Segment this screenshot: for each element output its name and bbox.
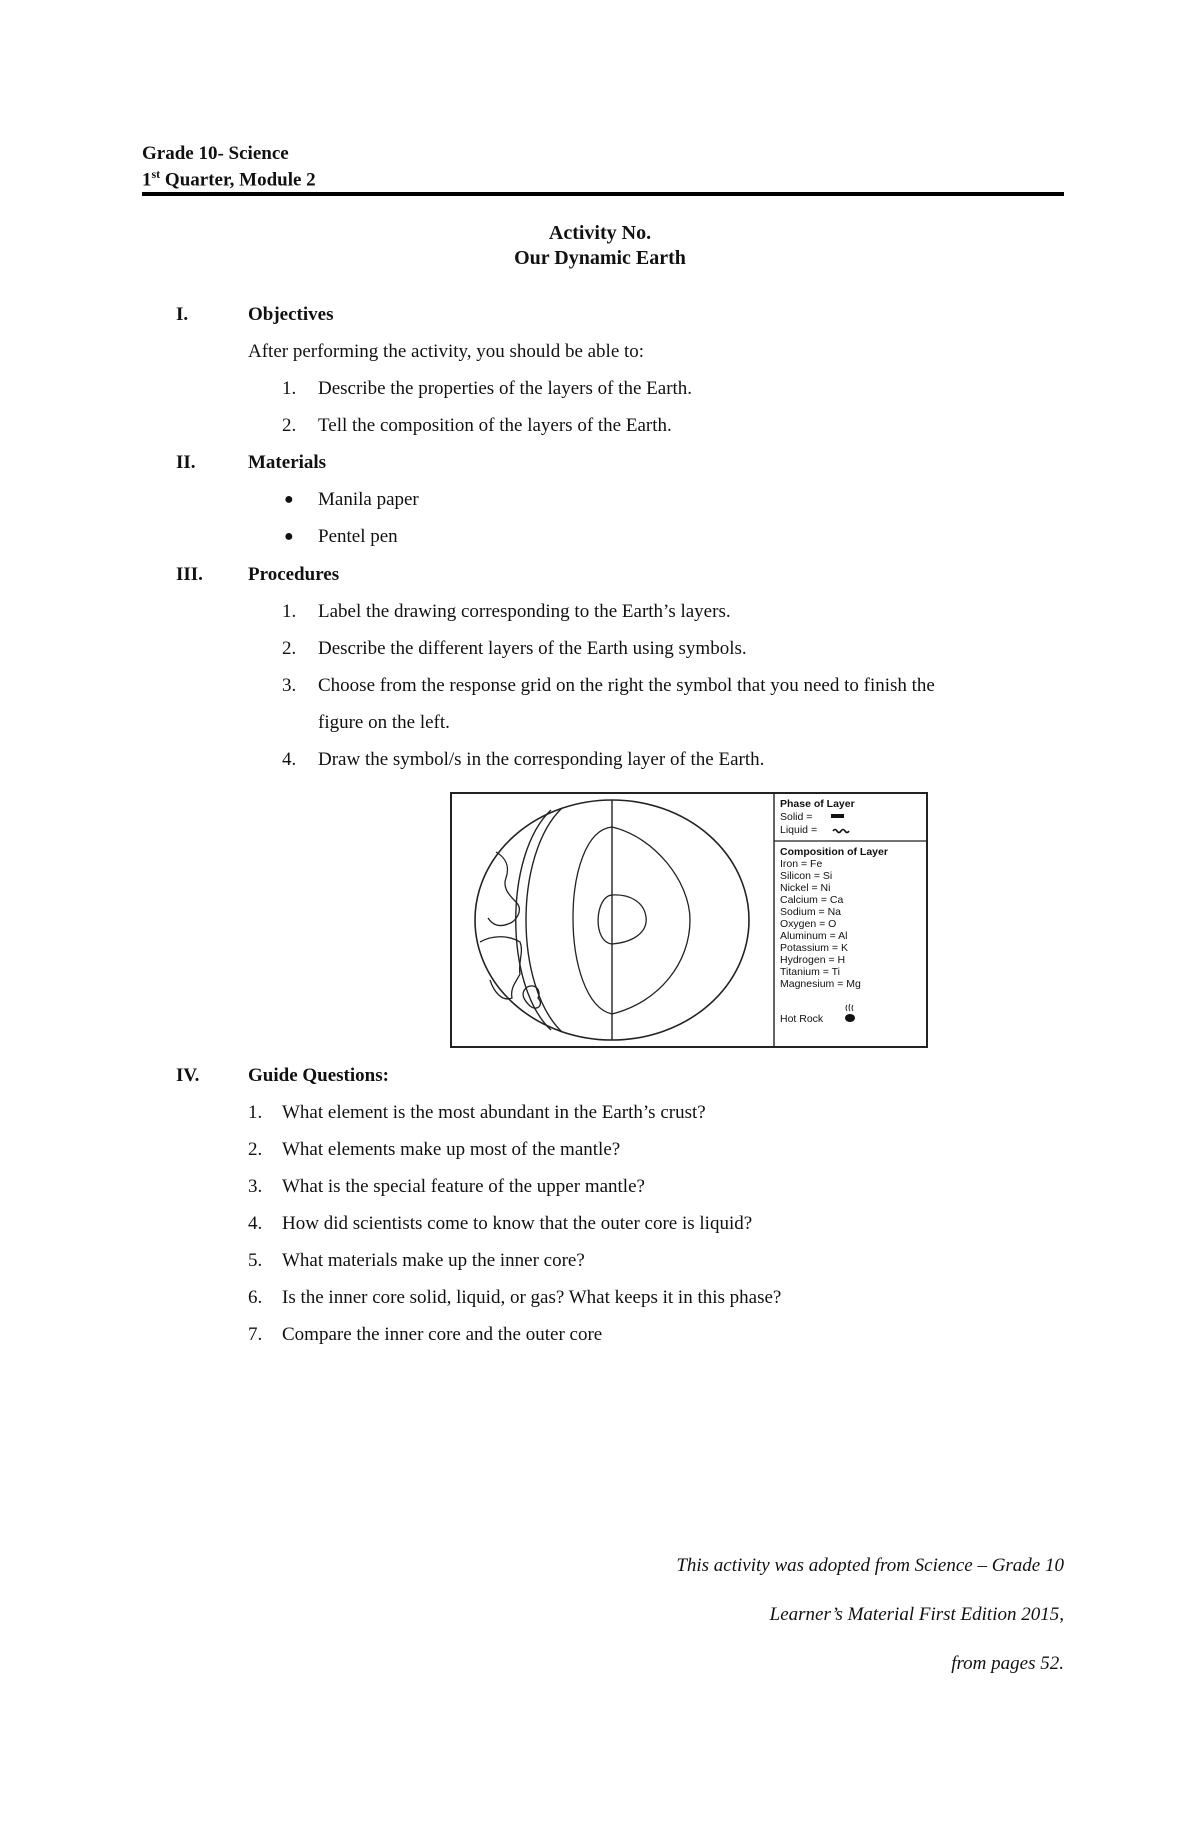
quarter-number: 1 bbox=[142, 169, 152, 191]
legend-composition-item: Magnesium = Mg bbox=[780, 978, 861, 990]
quarter-suffix: st bbox=[151, 167, 161, 181]
procedure-item: Choose from the response grid on the right the symbol that you need to finish the bbox=[318, 675, 935, 696]
legend-composition-item: Oxygen = O bbox=[780, 918, 837, 930]
question-number: 5. bbox=[248, 1250, 263, 1271]
guide-question: How did scientists come to know that the outer core is liquid? bbox=[282, 1213, 753, 1234]
activity-title: Our Dynamic Earth bbox=[514, 247, 686, 269]
legend-phase-solid: Solid = bbox=[780, 811, 813, 823]
procedure-item-continued: figure on the left. bbox=[318, 712, 450, 733]
legend-composition-item: Sodium = Na bbox=[780, 906, 841, 918]
section-heading-guide-questions: Guide Questions: bbox=[248, 1065, 389, 1086]
objective-item: Describe the properties of the layers of the Earth. bbox=[318, 378, 693, 399]
procedure-item: Draw the symbol/s in the corresponding layer of the Earth. bbox=[318, 749, 765, 770]
question-number: 3. bbox=[248, 1176, 263, 1197]
legend-composition-item: Aluminum = Al bbox=[780, 930, 848, 942]
citation-line: from pages 52. bbox=[951, 1653, 1064, 1674]
guide-question: What elements make up most of the mantle? bbox=[282, 1139, 621, 1160]
objective-item: Tell the composition of the layers of the Earth. bbox=[318, 415, 672, 436]
figure-frame bbox=[451, 793, 927, 1047]
legend-hot-rock: Hot Rock bbox=[780, 1013, 824, 1025]
activity-number: Activity No. bbox=[548, 222, 652, 244]
guide-question: Is the inner core solid, liquid, or gas? What keeps it in this phase? bbox=[282, 1287, 782, 1308]
objective-number: 1. bbox=[282, 378, 297, 399]
legend-composition-item: Titanium = Ti bbox=[780, 966, 841, 978]
legend-phase-title: Phase of Layer bbox=[780, 798, 855, 810]
quarter-module: Quarter, Module 2 bbox=[160, 169, 316, 191]
section-heading-materials: Materials bbox=[248, 452, 327, 473]
legend-composition-item: Silicon = Si bbox=[780, 870, 833, 882]
document-header-grade: Grade 10- Science bbox=[142, 143, 289, 164]
objectives-intro: After performing the activity, you should be able to: bbox=[248, 341, 645, 362]
citation-line: This activity was adopted from Science – Grade 10 bbox=[676, 1555, 1064, 1576]
legend-composition-item: Potassium = K bbox=[780, 942, 848, 954]
legend-composition-item: Hydrogen = H bbox=[780, 954, 846, 966]
procedure-number: 4. bbox=[282, 749, 297, 770]
objective-number: 2. bbox=[282, 415, 297, 436]
legend-composition-title: Composition of Layer bbox=[780, 846, 888, 858]
procedure-number: 1. bbox=[282, 601, 297, 622]
material-item: Pentel pen bbox=[318, 526, 398, 547]
legend-composition-item: Calcium = Ca bbox=[780, 894, 844, 906]
section-heading-procedures: Procedures bbox=[248, 564, 340, 585]
section-numeral-materials: II. bbox=[176, 452, 196, 473]
question-number: 7. bbox=[248, 1324, 263, 1345]
procedure-number: 2. bbox=[282, 638, 297, 659]
bullet-icon: ● bbox=[284, 491, 294, 508]
section-numeral-objectives: I. bbox=[176, 304, 189, 325]
question-number: 1. bbox=[248, 1102, 263, 1123]
guide-question: What is the special feature of the upper mantle? bbox=[282, 1176, 645, 1197]
guide-question: Compare the inner core and the outer core bbox=[282, 1324, 603, 1345]
citation-line: Learner’s Material First Edition 2015, bbox=[769, 1604, 1064, 1625]
legend-composition-item: Nickel = Ni bbox=[780, 882, 831, 894]
bullet-icon: ● bbox=[284, 528, 294, 545]
legend-composition-item: Iron = Fe bbox=[780, 858, 823, 870]
procedure-item: Describe the different layers of the Earth using symbols. bbox=[318, 638, 747, 659]
header-divider bbox=[142, 192, 1064, 196]
guide-question: What element is the most abundant in the Earth’s crust? bbox=[282, 1102, 706, 1123]
earth-layers-figure bbox=[450, 792, 928, 1048]
material-item: Manila paper bbox=[318, 489, 419, 510]
section-numeral-procedures: III. bbox=[176, 564, 203, 585]
question-number: 4. bbox=[248, 1213, 263, 1234]
question-number: 2. bbox=[248, 1139, 263, 1160]
legend-phase-liquid: Liquid = bbox=[780, 824, 818, 836]
question-number: 6. bbox=[248, 1287, 263, 1308]
guide-question: What materials make up the inner core? bbox=[282, 1250, 585, 1271]
section-heading-objectives: Objectives bbox=[248, 304, 334, 325]
procedure-number: 3. bbox=[282, 675, 297, 696]
document-header-quarter bbox=[142, 167, 316, 191]
procedure-item: Label the drawing corresponding to the Earth’s layers. bbox=[318, 601, 731, 622]
section-numeral-guide-questions: IV. bbox=[176, 1065, 200, 1086]
solid-symbol-icon bbox=[831, 814, 844, 818]
